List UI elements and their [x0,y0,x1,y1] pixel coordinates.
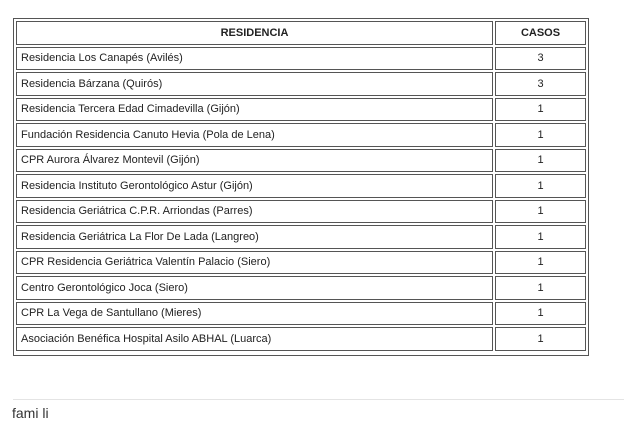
row-name: Asociación Benéfica Hospital Asilo ABHAL (Luarca) [16,327,493,351]
row-name: Residencia Bárzana (Quirós) [16,72,493,96]
row-cases: 1 [495,200,586,224]
cut-off-text: fami li [12,405,49,421]
header-casos: CASOS [495,21,586,45]
table-row [16,72,586,96]
row-cases: 1 [495,251,586,275]
table-row [16,327,586,351]
residences-table-container [13,18,589,356]
table-row [16,123,586,147]
table-row [16,174,586,198]
row-name: Centro Gerontológico Joca (Siero) [16,276,493,300]
table-row [16,251,586,275]
row-name: Residencia Geriátrica C.P.R. Arriondas (Parres) [16,200,493,224]
row-cases: 1 [495,276,586,300]
table-row [16,200,586,224]
table-row [16,276,586,300]
table-row [16,149,586,173]
table-row [16,302,586,326]
section-divider [13,399,624,400]
row-cases: 1 [495,174,586,198]
row-name: Residencia Tercera Edad Cimadevilla (Gijón) [16,98,493,122]
table-row [16,98,586,122]
row-cases: 1 [495,149,586,173]
table-header-row [16,21,586,45]
row-cases: 3 [495,47,586,71]
row-cases: 1 [495,98,586,122]
row-name: Residencia Geriátrica La Flor De Lada (Langreo) [16,225,493,249]
row-cases: 1 [495,302,586,326]
row-cases: 1 [495,327,586,351]
header-residencia: RESIDENCIA [16,21,493,45]
row-cases: 1 [495,123,586,147]
table-row [16,225,586,249]
row-name: CPR La Vega de Santullano (Mieres) [16,302,493,326]
row-name: CPR Residencia Geriátrica Valentín Palacio (Siero) [16,251,493,275]
row-name: Residencia Los Canapés (Avilés) [16,47,493,71]
row-name: Residencia Instituto Gerontológico Astur (Gijón) [16,174,493,198]
row-name: CPR Aurora Álvarez Montevil (Gijón) [16,149,493,173]
residences-table [14,19,588,353]
table-row [16,47,586,71]
row-cases: 3 [495,72,586,96]
row-cases: 1 [495,225,586,249]
row-name: Fundación Residencia Canuto Hevia (Pola de Lena) [16,123,493,147]
